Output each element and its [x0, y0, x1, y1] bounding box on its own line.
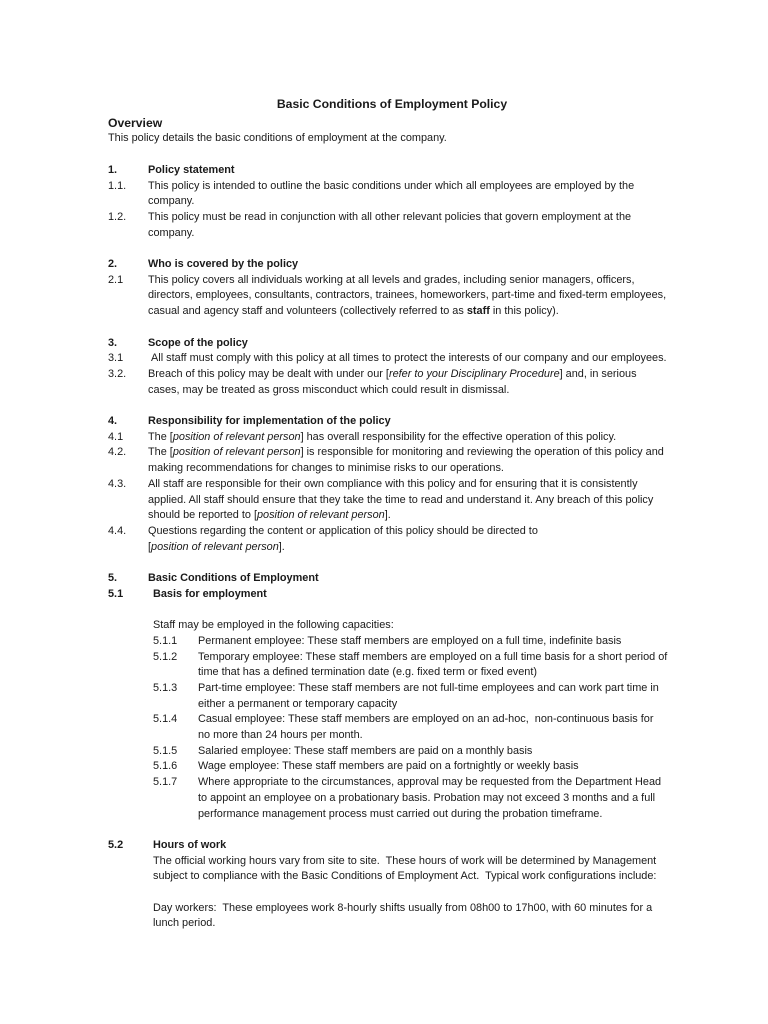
list-item	[153, 759, 668, 775]
clause-number: 4.1	[108, 430, 124, 443]
list-item	[153, 775, 668, 822]
employment-capacities	[108, 618, 668, 822]
list-item	[153, 712, 668, 743]
item-number: 5.1.5	[153, 744, 178, 757]
item-number: 5.1.6	[153, 760, 178, 773]
clause	[108, 477, 668, 524]
clause-number: 4.2.	[108, 446, 127, 459]
subsection-title: Basis for employment	[153, 587, 267, 600]
subsection-heading	[108, 838, 668, 854]
section-title: Policy statement	[148, 163, 235, 176]
overview-text: This policy details the basic conditions of employment at the company.	[108, 132, 447, 145]
item-text: Wage employee: These staff members are paid on a fortnightly or weekly basis	[198, 760, 579, 773]
clause-number: 3.1	[108, 352, 124, 365]
placeholder-text: position of relevant person	[172, 446, 301, 459]
clause	[108, 524, 668, 555]
section-scope	[108, 336, 668, 399]
clause-number: 3.2.	[108, 367, 127, 380]
capacities-intro: Staff may be employed in the following capacities:	[153, 619, 394, 632]
section-basic-conditions	[108, 571, 668, 932]
list-item	[153, 681, 668, 712]
item-text: Permanent employee: These staff members are employed on a full time, indefinite basis	[198, 634, 622, 647]
placeholder-text: position of relevant person	[256, 509, 385, 522]
clause-number: 1.2.	[108, 210, 127, 223]
section-number: 3.	[108, 336, 118, 349]
clause-text: All staff are responsible for their own compliance with this policy and for ensuring that it is consistently applied. All staff should ensure that they take the time to read and understand it. Any breach of this policy should be reported to [position of relevant person].	[148, 477, 654, 522]
clause-text: This policy covers all individuals working at all levels and grades, including senior managers, officers, directors, employees, consultants, contractors, trainees, homeworkers, part-time and fixed-term employees, casual and agency staff and volunteers (collectively referred to as staff in this policy).	[148, 273, 667, 318]
section-number: 1.	[108, 163, 118, 176]
clause	[108, 273, 668, 320]
clause-text: The [position of relevant person] has overall responsibility for the effective operation of this policy.	[148, 430, 617, 443]
staff-term: staff	[466, 305, 490, 318]
section-heading	[108, 163, 668, 179]
clause-text: This policy is intended to outline the basic conditions under which all employees are employed by the company.	[148, 179, 635, 208]
section-number: 5.	[108, 572, 118, 585]
clause-text: Questions regarding the content or application of this policy should be directed to [position of relevant person].	[148, 524, 538, 553]
placeholder-text: position of relevant person	[172, 430, 301, 443]
clause-number: 1.1.	[108, 179, 127, 192]
item-number: 5.1.7	[153, 776, 178, 789]
document-title: Basic Conditions of Employment Policy	[276, 97, 508, 111]
section-heading	[108, 414, 668, 430]
clause-text: The [position of relevant person] is responsible for monitoring and reviewing the operation of this policy and making recommendations for changes to minimise risks to our operations.	[148, 446, 664, 475]
clause	[108, 445, 668, 476]
clause-number: 4.3.	[108, 477, 127, 490]
list-item	[153, 650, 668, 681]
clause-number: 2.1	[108, 273, 124, 286]
clause	[108, 179, 668, 210]
clause-text: All staff must comply with this policy at all times to protect the interests of our company and our employees.	[148, 352, 667, 365]
clause-text: This policy must be read in conjunction with all other relevant policies that govern employment at the company.	[148, 210, 632, 239]
section-heading	[108, 571, 668, 587]
section-who-is-covered	[108, 257, 668, 320]
section-number: 2.	[108, 258, 118, 270]
section-number: 4.	[108, 415, 118, 427]
hours-of-work	[108, 854, 668, 933]
placeholder-text: position of relevant person	[151, 540, 279, 553]
clause	[108, 430, 668, 446]
subsection-title: Hours of work	[153, 838, 227, 851]
list-item	[153, 634, 668, 650]
clause-text: Breach of this policy may be dealt with under our [refer to your Disciplinary Procedure] and, in serious cases, may be treated as gross misconduct which could result in dismissal.	[148, 367, 637, 396]
clause-number: 4.4.	[108, 524, 127, 537]
section-title: Responsibility for implementation of the policy	[148, 415, 391, 427]
clause	[108, 210, 668, 241]
hours-text: The official working hours vary from site to site. These hours of work will be determined by Management subject to compliance with the Basic Conditions of Employment Act. Typical work configurations include:	[153, 854, 660, 883]
placeholder-text: refer to your Disciplinary Procedure	[388, 367, 560, 380]
item-text: Part-time employee: These staff members are not full-time employees and can work part time in either a permanent or temporary capacity	[198, 681, 659, 710]
item-text: Salaried employee: These staff members are paid on a monthly basis	[198, 744, 533, 757]
section-heading	[108, 336, 668, 352]
item-text: Where appropriate to the circumstances, approval may be requested from the Department Head to appoint an employee on a probationary basis. Probation may not exceed 3 months and a full performance management process must carried out during the probation timeframe.	[198, 776, 662, 820]
item-number: 5.1.4	[153, 713, 178, 726]
day-workers-text: Day workers: These employees work 8-hourly shifts usually from 08h00 to 17h00, with 60 minutes for a lunch period.	[153, 901, 656, 930]
clause	[108, 367, 668, 398]
list-item	[153, 744, 668, 760]
section-policy-statement	[108, 163, 668, 242]
clause	[108, 351, 668, 367]
section-title: Scope of the policy	[148, 336, 248, 349]
item-text: Casual employee: These staff members are employed on an ad-hoc, non-continuous basis for no more than 24 hours per month.	[198, 713, 657, 742]
subsection-number: 5.1	[108, 587, 124, 600]
item-text: Temporary employee: These staff members are employed on a full time basis for a short period of time that has a defined termination date (e.g. fixed term or fixed event)	[198, 650, 668, 679]
subsection-heading	[108, 587, 668, 603]
item-number: 5.1.3	[153, 681, 178, 694]
item-number: 5.1.2	[153, 650, 178, 663]
overview-heading: Overview	[108, 115, 163, 130]
section-title: Basic Conditions of Employment	[148, 572, 319, 585]
section-title: Who is covered by the policy	[148, 258, 299, 270]
item-number: 5.1.1	[153, 634, 178, 647]
section-responsibility	[108, 414, 668, 555]
section-heading	[108, 257, 668, 273]
subsection-number: 5.2	[108, 838, 124, 851]
